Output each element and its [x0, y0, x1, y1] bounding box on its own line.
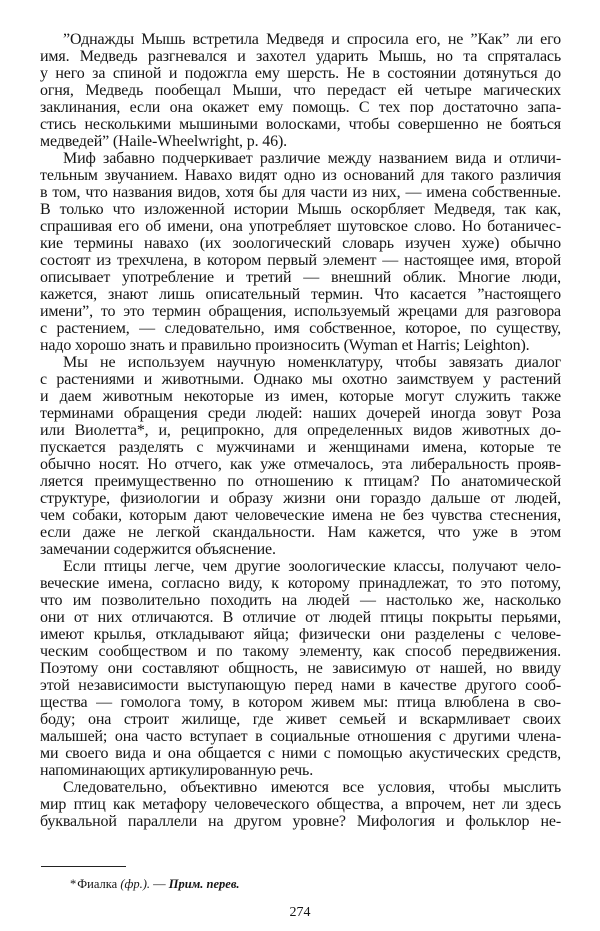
footnote-attribution: Прим. перев.	[168, 877, 240, 891]
paragraph	[40, 150, 561, 354]
text-line: ческим сообществом и по такому элементу, как способ передвижения.	[40, 643, 561, 660]
text-line: буквальной параллели на другом уровне? Мифология и фольклор не-	[40, 813, 561, 830]
text-line: заклинания, если она окажет ему помощь. С тех пор достаточно запа-	[40, 99, 561, 116]
text-line: чем собаки, которым дают человеческие имена не без чувства стеснения,	[40, 507, 561, 524]
footnote-language: (фр.).	[120, 877, 151, 891]
text-line: если даже не легкой скандальности. Нам кажется, что уже в этом	[40, 524, 561, 541]
text-line: надо хорошо знать и правильно произносить (Wyman et Harris; Leighton).	[40, 337, 530, 354]
text-line: ”Однажды Мышь встретила Медведя и спросила его, не ”Как” ли его	[63, 31, 561, 48]
text-line: Миф забавно подчеркивает различие между названием вида и отличи-	[63, 150, 561, 167]
text-line: кажется, знают лишь описательный термин. Что касается ”настоящего	[40, 286, 561, 303]
text-line: имя. Медведь разгневался и захотел ударить Мышь, но та спряталась	[40, 48, 561, 65]
paragraph	[40, 354, 561, 558]
text-line: малышей; она часто вступает в социальные отношения с другими члена-	[40, 728, 561, 745]
text-line: терминами обращения среди людей: наших дочерей иногда зовут Роза	[40, 405, 561, 422]
text-line: веческие имена, согласно виду, к которому принадлежат, то это потому,	[40, 575, 561, 592]
text-line: боду; она строит жилище, где живет семьей и вскармливает своих	[40, 711, 561, 728]
text-line: имеют крылья, откладывают яйца; физически они разделены с челове-	[40, 626, 561, 643]
text-line: медведей” (Haile-Wheelwright, p. 46).	[40, 133, 288, 150]
footnote-divider	[41, 866, 126, 867]
text-line: структуре, физиологии и образу жизни они гораздо дальше от людей,	[40, 490, 561, 507]
footnote-text: Фиалка	[77, 877, 118, 891]
text-line: тельным звучанием. Навахо видят одно из оснований для такого различия	[40, 167, 561, 184]
text-line: мир птиц как метафору человеческого общества, а впрочем, нет ли здесь	[40, 796, 561, 813]
text-line: этой независимости выступающую перед нами в качестве другого сооб-	[40, 677, 561, 694]
text-line: В только что изложенной истории Мышь оскорбляет Медведя, так как,	[40, 201, 561, 218]
text-line: ляется преимущественно по отношению к птицам? По анатомической	[40, 473, 561, 490]
text-line: стись несколькими мышиными волосками, чтобы совершенно не бояться	[40, 116, 561, 133]
text-line: пускается разделять с мужчинами и женщинами имена, которые те	[40, 439, 561, 456]
text-line: описывает употребление и третий — внешний облик. Многие люди,	[40, 269, 561, 286]
text-line: с растениями и животными. Однако мы охотно заимствуем у растений	[40, 371, 561, 388]
paragraph	[40, 779, 561, 830]
text-line: ми своего вида и она общается с ними с помощью акустических средств,	[40, 745, 561, 762]
text-line: замечании содержится объяснение.	[40, 541, 276, 558]
text-line: с растением, — следовательно, имя собственное, которое, по существу,	[40, 320, 561, 337]
page-number: 274	[289, 905, 311, 920]
body-text	[40, 31, 561, 830]
text-line: имени”, то это термин обращения, используемый жрецами для разговора	[40, 303, 561, 320]
text-line: Поэтому они составляют общность, не зависимую от нашей, но ввиду	[40, 660, 561, 677]
text-line: Мы не используем научную номенклатуру, чтобы завязать диалог	[63, 354, 561, 371]
paragraph	[40, 31, 561, 150]
text-line: обычно носят. Но отчего, как уже отмечалось, эта либеральность прояв-	[40, 456, 561, 473]
footnote	[70, 876, 240, 892]
text-line: напоминающих артикулированную речь.	[40, 762, 314, 779]
text-line: Если птицы легче, чем другие зоологические классы, получают чело-	[63, 558, 561, 575]
text-line: состоят из трехчлена, в котором первый элемент — настоящее имя, второй	[40, 252, 561, 269]
text-line: в том, что названия видов, хотя бы для части из них, — имена собственные.	[40, 184, 561, 201]
text-line: они от них отличаются. В отличие от людей птицы покрыты перьями,	[40, 609, 561, 626]
footnote-marker: *	[70, 877, 77, 891]
text-line: у него за спиной и подожгла ему шерсть. Не в состоянии дотянуться до	[40, 65, 561, 82]
text-line: и даем животным некоторые из имен, которые могут служить также	[40, 388, 561, 405]
text-line: огня, Медведь пообещал Мыши, что передаст ей четыре магических	[40, 82, 561, 99]
text-line: щества — гомолога тому, в котором живем мы: птица влюблена в сво-	[40, 694, 561, 711]
footnote-dash: —	[150, 877, 169, 891]
text-line: Следовательно, объективно имеются все условия, чтобы мыслить	[63, 779, 561, 796]
paragraph	[40, 558, 561, 779]
text-line: спрашивая его об имени, она употребляет шутовское слово. Но ботаничес-	[40, 218, 561, 235]
text-line: кие термины навахо (их зоологический словарь изучен хуже) обычно	[40, 235, 561, 252]
text-line: или Виолетта*, и, реципрокно, для определенных видов животных до-	[40, 422, 561, 439]
text-line: что им позволительно походить на людей — настолько же, насколько	[40, 592, 561, 609]
